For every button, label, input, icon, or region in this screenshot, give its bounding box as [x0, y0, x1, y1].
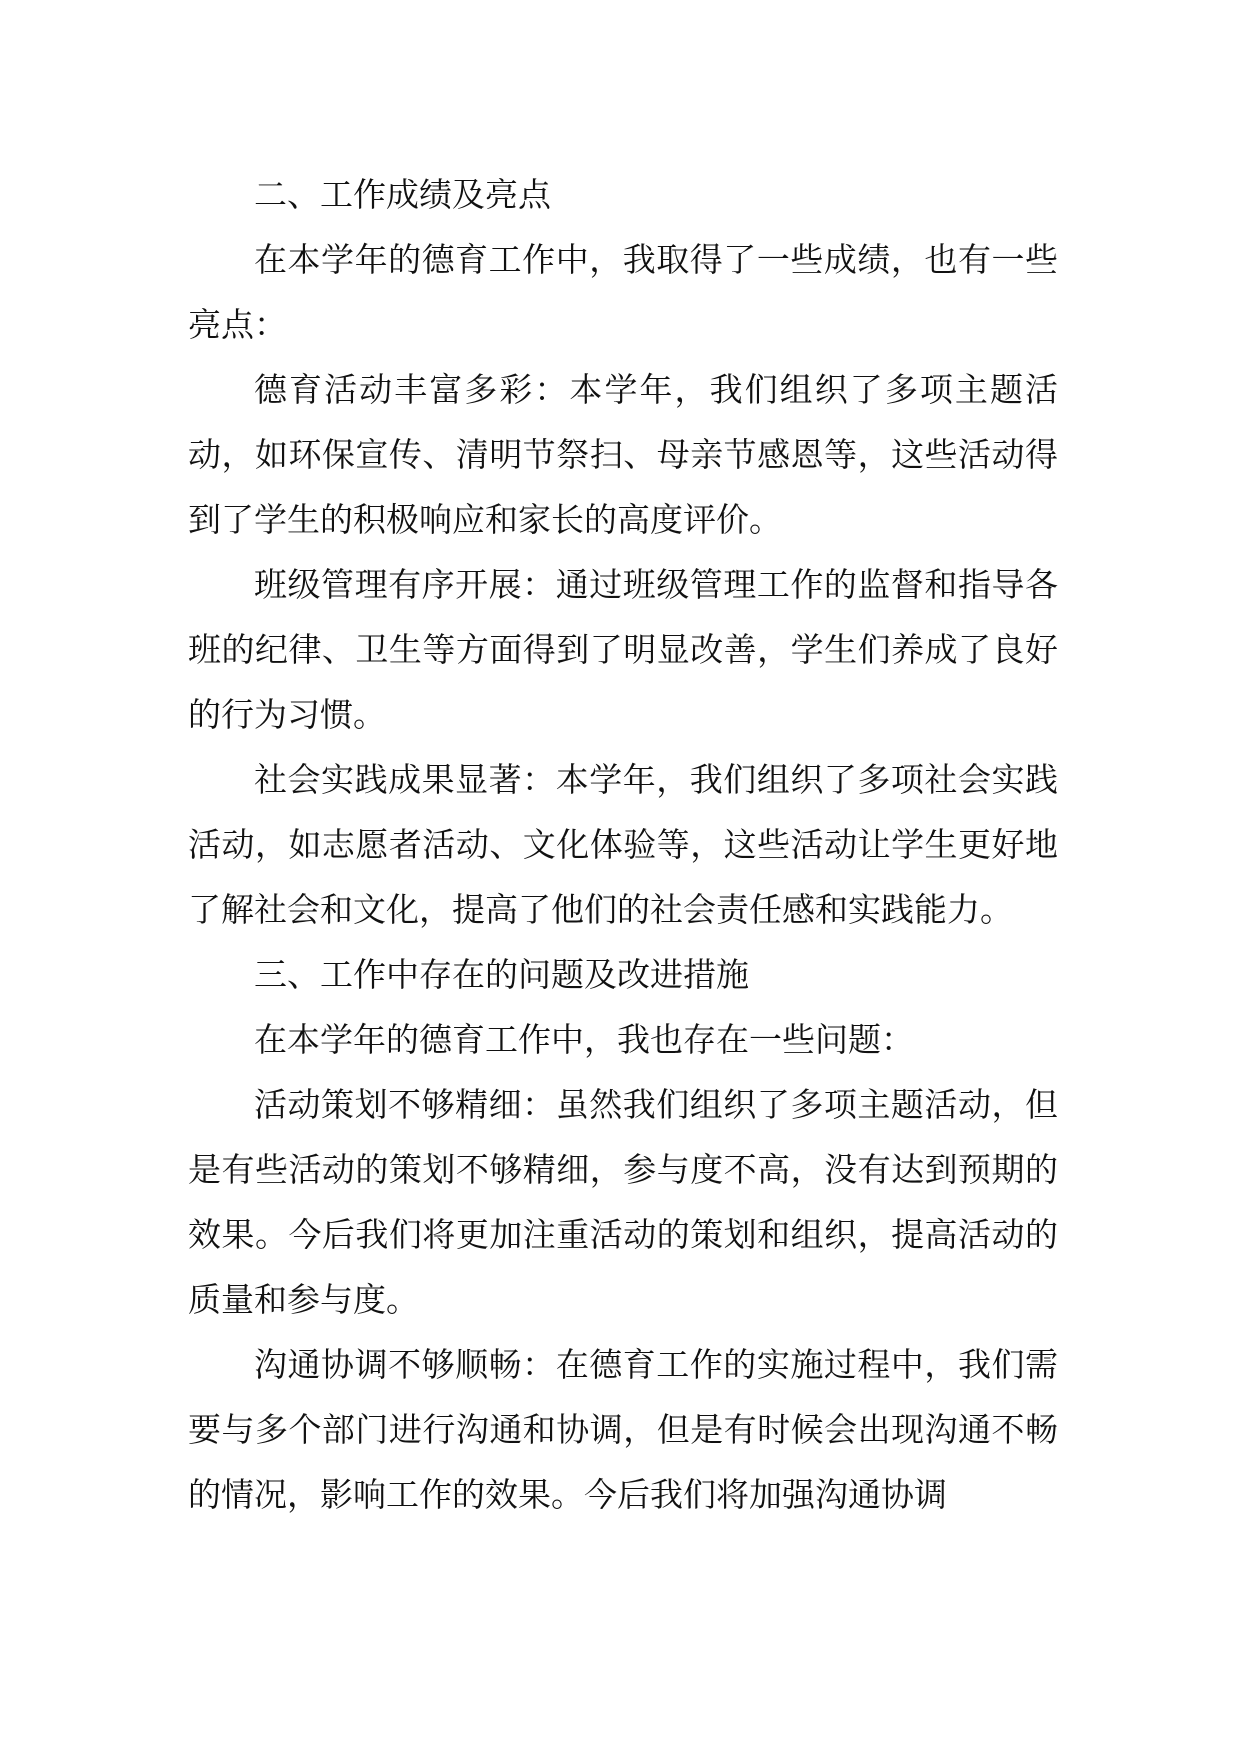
section-heading-problems: 三、工作中存在的问题及改进措施 [254, 955, 749, 994]
document-body [188, 162, 1058, 1527]
paragraph-class-management: 班级管理有序开展：通过班级管理工作的监督和指导各班的纪律、卫生等方面得到了明显改善，学生们养成了良好的行为习惯。 [188, 565, 1058, 734]
paragraph-problems-intro: 在本学年的德育工作中，我也存在一些问题： [254, 1020, 914, 1059]
paragraph-activity-planning: 活动策划不够精细：虽然我们组织了多项主题活动，但是有些活动的策划不够精细，参与度不高，没有达到预期的效果。今后我们将更加注重活动的策划和组织，提高活动的质量和参与度。 [188, 1085, 1058, 1319]
section-heading-achievements: 二、工作成绩及亮点 [254, 175, 551, 214]
paragraph-social-practice: 社会实践成果显著：本学年，我们组织了多项社会实践活动，如志愿者活动、文化体验等，这些活动让学生更好地了解社会和文化，提高了他们的社会责任感和实践能力。 [188, 760, 1058, 929]
paragraph-communication: 沟通协调不够顺畅：在德育工作的实施过程中，我们需要与多个部门进行沟通和协调，但是有时候会出现沟通不畅的情况，影响工作的效果。今后我们将加强沟通协调 [188, 1345, 1058, 1514]
paragraph-activities: 德育活动丰富多彩：本学年，我们组织了多项主题活动，如环保宣传、清明节祭扫、母亲节感恩等，这些活动得到了学生的积极响应和家长的高度评价。 [188, 370, 1058, 539]
paragraph-achievements-intro: 在本学年的德育工作中，我取得了一些成绩，也有一些亮点： [188, 240, 1058, 344]
